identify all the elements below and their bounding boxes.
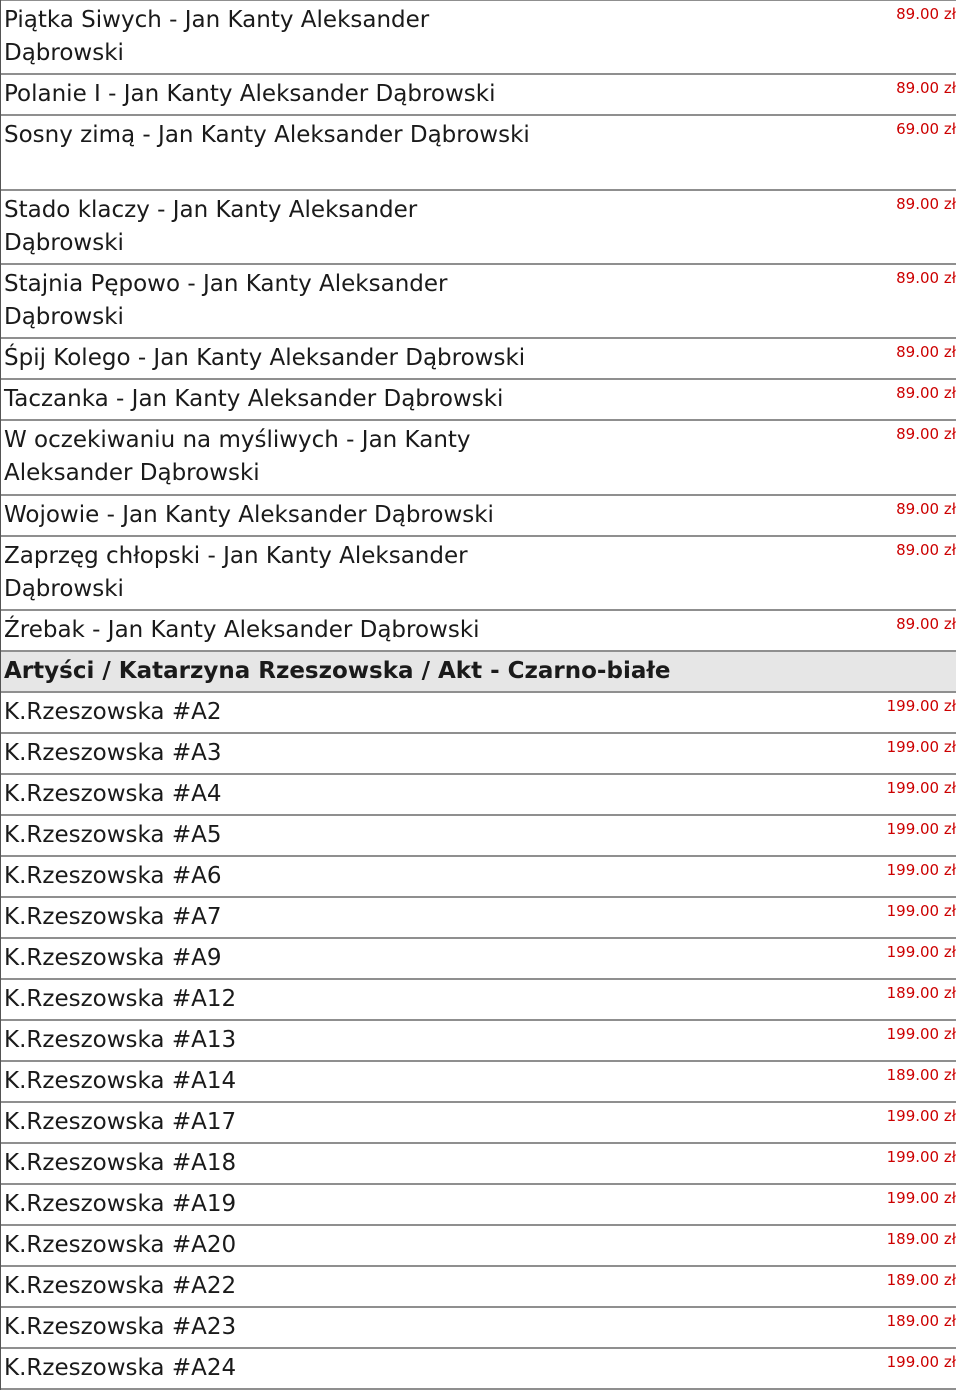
item-price: 199.00 zł (886, 738, 956, 756)
item-name: K.Rzeszowska #A17 (4, 1109, 237, 1135)
item-name: Taczanka - Jan Kanty Aleksander Dąbrowski (4, 386, 504, 412)
item-price: 199.00 zł (886, 1353, 956, 1371)
item-price: 199.00 zł (886, 779, 956, 797)
item-name: K.Rzeszowska #A13 (4, 1027, 237, 1053)
category-title: Artyści / Katarzyna Rzeszowska / Akt - Czarno-białe (4, 658, 671, 684)
item-name: Stado klaczy - Jan Kanty Aleksander Dąbrowski (4, 197, 418, 256)
item-price: 189.00 zł (886, 1271, 956, 1289)
item-name: Wojowie - Jan Kanty Aleksander Dąbrowski (4, 502, 494, 528)
list-item[interactable] (1, 380, 956, 421)
item-name: Polanie I - Jan Kanty Aleksander Dąbrowski (4, 81, 496, 107)
list-item[interactable] (1, 939, 956, 980)
list-item[interactable] (1, 1021, 956, 1062)
item-name: K.Rzeszowska #A7 (4, 904, 222, 930)
category-header (1, 652, 956, 693)
item-name: K.Rzeszowska #A12 (4, 986, 237, 1012)
item-price: 89.00 zł (896, 500, 956, 518)
item-price: 89.00 zł (896, 425, 956, 443)
list-item[interactable] (1, 898, 956, 939)
list-item[interactable] (1, 1226, 956, 1267)
item-name: K.Rzeszowska #A9 (4, 945, 222, 971)
item-price: 89.00 zł (896, 384, 956, 402)
item-price: 189.00 zł (886, 1230, 956, 1248)
item-name: Zaprzęg chłopski - Jan Kanty Aleksander Dąbrowski (4, 543, 468, 602)
list-item[interactable] (1, 1062, 956, 1103)
item-price: 189.00 zł (886, 1066, 956, 1084)
item-price: 89.00 zł (896, 5, 956, 23)
list-item[interactable] (1, 1308, 956, 1349)
item-name: K.Rzeszowska #A22 (4, 1273, 237, 1299)
item-price: 189.00 zł (886, 1312, 956, 1330)
list-item[interactable] (1, 265, 956, 339)
item-name: K.Rzeszowska #A5 (4, 822, 222, 848)
list-item[interactable] (1, 0, 956, 75)
list-item[interactable] (1, 1185, 956, 1226)
item-name: Stajnia Pępowo - Jan Kanty Aleksander Dąbrowski (4, 271, 448, 330)
item-price: 199.00 zł (886, 697, 956, 715)
list-item[interactable] (1, 537, 956, 611)
item-name: K.Rzeszowska #A19 (4, 1191, 237, 1217)
item-name: K.Rzeszowska #A3 (4, 740, 222, 766)
item-name: K.Rzeszowska #A4 (4, 781, 222, 807)
item-name: Piątka Siwych - Jan Kanty Aleksander Dąbrowski (4, 7, 430, 66)
list-item[interactable] (1, 734, 956, 775)
list-item[interactable] (1, 693, 956, 734)
list-item[interactable] (1, 191, 956, 265)
list-item[interactable] (1, 75, 956, 116)
item-name: K.Rzeszowska #A24 (4, 1355, 237, 1381)
list-item[interactable] (1, 116, 956, 191)
item-price: 199.00 zł (886, 1025, 956, 1043)
item-price: 89.00 zł (896, 195, 956, 213)
list-item[interactable] (1, 775, 956, 816)
list-item[interactable] (1, 816, 956, 857)
item-name: K.Rzeszowska #A6 (4, 863, 222, 889)
item-price: 69.00 zł (896, 120, 956, 138)
list-item[interactable] (1, 1144, 956, 1185)
list-item[interactable] (1, 496, 956, 537)
list-item[interactable] (1, 1349, 956, 1390)
item-name: Źrebak - Jan Kanty Aleksander Dąbrowski (4, 617, 480, 643)
item-name: K.Rzeszowska #A20 (4, 1232, 237, 1258)
item-price: 199.00 zł (886, 943, 956, 961)
list-item[interactable] (1, 857, 956, 898)
item-price: 199.00 zł (886, 1107, 956, 1125)
item-name: K.Rzeszowska #A14 (4, 1068, 237, 1094)
item-name: K.Rzeszowska #A2 (4, 699, 222, 725)
item-price: 199.00 zł (886, 902, 956, 920)
list-item[interactable] (1, 980, 956, 1021)
item-name: K.Rzeszowska #A23 (4, 1314, 237, 1340)
list-item[interactable] (1, 611, 956, 652)
item-name: Śpij Kolego - Jan Kanty Aleksander Dąbrowski (4, 345, 526, 371)
item-price: 199.00 zł (886, 1148, 956, 1166)
item-price: 199.00 zł (886, 1189, 956, 1207)
item-price: 189.00 zł (886, 984, 956, 1002)
item-price: 89.00 zł (896, 269, 956, 287)
item-name: K.Rzeszowska #A18 (4, 1150, 237, 1176)
item-price: 89.00 zł (896, 541, 956, 559)
item-name: Sosny zimą - Jan Kanty Aleksander Dąbrowski (4, 122, 530, 148)
item-price: 89.00 zł (896, 79, 956, 97)
list-item[interactable] (1, 1267, 956, 1308)
item-price: 199.00 zł (886, 861, 956, 879)
item-price: 89.00 zł (896, 615, 956, 633)
list-item[interactable] (1, 421, 956, 496)
item-name: W oczekiwaniu na myśliwych - Jan Kanty Aleksander Dąbrowski (4, 427, 471, 486)
item-price: 199.00 zł (886, 820, 956, 838)
list-item[interactable] (1, 1103, 956, 1144)
list-item[interactable] (1, 339, 956, 380)
item-price: 89.00 zł (896, 343, 956, 361)
